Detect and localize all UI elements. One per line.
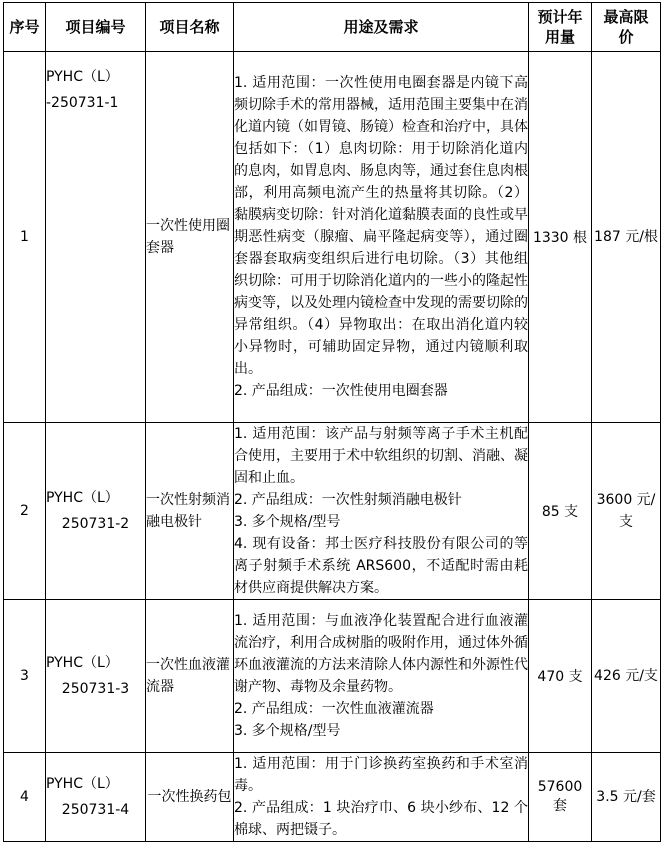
row-code-line1: PYHC（L） <box>46 655 119 671</box>
row-desc-line: 2. 产品组成：一次性使用电圈套器 <box>234 383 448 399</box>
table-row <box>4 753 661 842</box>
row-name: 一次性换药包 <box>146 753 234 842</box>
row-name: 一次性使用圈套器 <box>146 52 234 423</box>
header-qty-line2: 用量 <box>544 28 575 46</box>
row-code-line2: 250731-4 <box>61 802 130 818</box>
row-desc-line: 3. 多个规格/型号 <box>234 723 341 739</box>
row-desc <box>234 753 529 842</box>
row-code <box>46 52 146 423</box>
row-qty: 85 支 <box>529 423 592 600</box>
row-index: 3 <box>4 600 46 753</box>
row-desc-line: 1. 适用范围：该产品与射频等离子手术主机配合使用，主要用于术中软组织的切割、消融、凝固和止血。 <box>234 426 528 486</box>
row-qty: 470 支 <box>529 600 592 753</box>
header-qty-line1: 预计年 <box>537 8 583 26</box>
row-code <box>46 600 146 753</box>
row-desc <box>234 600 529 753</box>
row-price: 3600 元/支 <box>592 423 661 600</box>
table-row <box>4 52 661 423</box>
row-desc-line: 2. 产品组成：一次性射频消融电极针 <box>234 492 462 508</box>
row-code-line2: 250731-3 <box>61 681 130 697</box>
row-desc <box>234 52 529 423</box>
row-index: 4 <box>4 753 46 842</box>
header-price-line1: 最高限 <box>603 8 649 26</box>
row-desc-line: 1. 适用范围：用于门诊换药室换药和手术室消毒。 <box>234 756 528 794</box>
header-code: 项目编号 <box>46 3 146 52</box>
table-row <box>4 423 661 600</box>
row-code <box>46 423 146 600</box>
header-index: 序号 <box>4 3 46 52</box>
header-row <box>4 3 661 52</box>
row-price: 3.5 元/套 <box>592 753 661 842</box>
row-qty: 57600 套 <box>529 753 592 842</box>
row-desc-line: 1. 适用范围：与血液净化装置配合进行血液灌流治疗，利用合成树脂的吸附作用，通过体外循环血液灌流的方法来清除人体内源性和外源性代谢产物、毒物及余量药物。 <box>234 613 528 695</box>
row-code <box>46 753 146 842</box>
row-desc <box>234 423 529 600</box>
header-price-line2: 价 <box>618 28 634 46</box>
row-code-line1: PYHC（L） <box>46 776 119 792</box>
row-desc-line: 4. 现有设备：邦士医疗科技股份有限公司的等离子射频手术系统 ARS600，不适配时需由耗材供应商提供解决方案。 <box>234 536 528 596</box>
row-code-line1: PYHC（L） <box>46 69 119 85</box>
header-desc: 用途及需求 <box>234 3 529 52</box>
requirements-table <box>3 2 661 842</box>
row-index: 1 <box>4 52 46 423</box>
row-name: 一次性射频消融电极针 <box>146 423 234 600</box>
row-qty: 1330 根 <box>529 52 592 423</box>
row-code-line1: PYHC（L） <box>46 490 119 506</box>
row-index: 2 <box>4 423 46 600</box>
row-desc-line: 2. 产品组成：一次性血液灌流器 <box>234 701 434 717</box>
header-price <box>592 3 661 52</box>
table-row <box>4 600 661 753</box>
row-name: 一次性血液灌流器 <box>146 600 234 753</box>
row-price: 187 元/根 <box>592 52 661 423</box>
row-desc-line: 1. 适用范围：一次性使用电圈套器是内镜下高频切除手术的常用器械，适用范围主要集中在消化道内镜（如胃镜、肠镜）检查和治疗中，具体包括如下：（1）息肉切除：用于切除消化道内的息肉，如胃息肉、肠息肉等，通过套住息肉根部，利用高频电流产生的热量将其切除。（2）黏膜病变切除：针对消化道黏膜表面的良性或早期恶性病变（腺瘤、扁平隆起病变等），通过圈套器套取病变组织后进行电切除。（3）其他组织切除：可用于切除消化道内的一些小的隆起性病变等，以及处理内镜检查中发现的需要切除的异常组织。（4）异物取出：在取出消化道内较小异物时，可辅助固定异物，通过内镜顺利取出。 <box>234 75 528 377</box>
header-name: 项目名称 <box>146 3 234 52</box>
header-qty <box>529 3 592 52</box>
row-price: 426 元/支 <box>592 600 661 753</box>
row-desc-line: 3. 多个规格/型号 <box>234 514 341 530</box>
row-code-line2: -250731-1 <box>46 95 119 111</box>
row-code-line2: 250731-2 <box>61 516 130 532</box>
row-desc-line: 2. 产品组成：1 块治疗巾、6 块小纱布、12 个棉球、两把镊子。 <box>234 800 528 838</box>
